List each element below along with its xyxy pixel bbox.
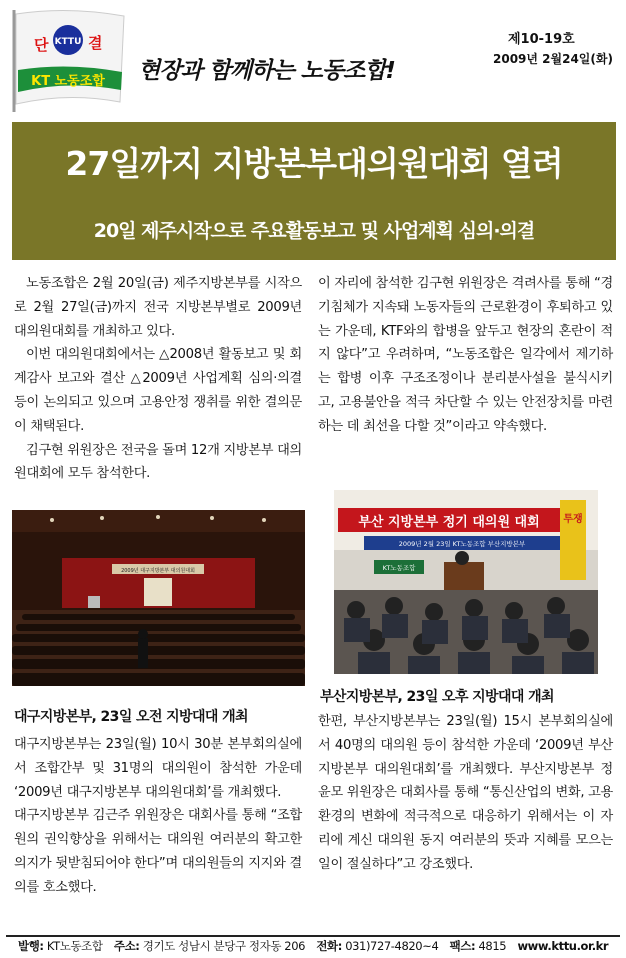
daegu-section-heading: 대구지방본부, 23일 오전 지방대대 개최 xyxy=(14,709,248,725)
article-continued xyxy=(318,272,613,439)
footer-divider xyxy=(6,935,620,937)
headline: 27일까지 지방본부대의원대회 열려 xyxy=(65,144,563,183)
daegu-paragraph-1: 대구지방본부는 23일(월) 10시 30분 본부회의실에서 조합간부 및 31명의 대의원이 참석한 가운데 ‘2009년 대구지방본부 대의원대회’를 개최했다. xyxy=(14,737,302,800)
article-intro xyxy=(14,272,302,486)
issue-date: 2009년 2월24일(화) xyxy=(493,52,613,66)
busan-side-banner: 투쟁 xyxy=(563,514,583,525)
busan-article xyxy=(318,710,613,877)
headline-banner xyxy=(12,122,616,260)
daegu-stage-banner: 2009년 대구지방본부 대의원대회 xyxy=(121,568,195,574)
busan-stage-subbanner: 2009년 2월 23일 KT노동조합 부산지방본부 xyxy=(398,540,526,548)
intro-paragraph-3: 김구현 위원장은 전국을 돌며 12개 지방본부 대의원대회에 모두 참석한다. xyxy=(14,442,302,482)
flag-char-left: 단 xyxy=(34,36,49,54)
publisher: KT노동조합 xyxy=(46,939,103,953)
chairman-speech-paragraph: 이 자리에 참석한 김구현 위원장은 격려사를 통해 “경기침체가 지속돼 노동자들의 근로환경이 후퇴하고 있는 가운데, KTF와의 합병을 앞두고 현장의 혼란이 적지 않다”고 우려하며, “노동조합은 일각에서 제기하는 합병 이후 구조조정이나 분리분사설을 불식시키고, 고용불안을 적극 차단할 수 있는 안전장치를 마련하는 데 최선을 다할 것”이라고 약속했다. xyxy=(318,276,613,434)
phone-label: 전화: xyxy=(316,939,342,953)
fax-label: 팩스: xyxy=(449,939,476,953)
union-flag-logo xyxy=(8,6,126,114)
busan-stage-banner: 부산 지방본부 정기 대의원 대회 xyxy=(358,515,540,530)
fax: 4815 xyxy=(478,939,507,953)
slogan: 현장과 함께하는 노동조합! xyxy=(138,58,395,84)
footer xyxy=(18,938,608,954)
flag-char-right: 결 xyxy=(88,34,103,52)
issue-number: 제10-19호 xyxy=(508,32,575,47)
website-link[interactable]: www.kttu.or.kr xyxy=(517,939,609,953)
daegu-paragraph-2: 대구지방본부 김근주 위원장은 대회사를 통해 “조합원의 권익향상을 위해서는 대의원 여러분의 확고한 의지가 뒷받침되어야 한다”며 대의원들의 지지와 결의를 호소했다. xyxy=(14,808,302,895)
busan-paragraph: 한편, 부산지방본부는 23일(월) 15시 본부회의실에서 40명의 대의원 등이 참석한 가운데 ‘2009년 부산지방본부 대의원대회’를 개최했다. 부산지방본부 정윤모 위원장은 대회사를 통해 “통신산업의 변화, 고용환경의 변화에 적극적으로 대응하기 위해서는 이 자리에 계신 대의원 동지 여러분의 뜻과 지혜를 모으는 일이 절실하다”고 강조했다. xyxy=(318,714,613,872)
daegu-meeting-photo xyxy=(12,510,305,686)
flag-band-text: KT 노동조합 xyxy=(31,74,105,89)
busan-section-heading: 부산지방본부, 23일 오후 지방대대 개최 xyxy=(320,689,554,705)
subheadline: 20일 제주시작으로 주요활동보고 및 사업계획 심의·의결 xyxy=(93,220,535,242)
busan-meeting-photo xyxy=(334,490,598,674)
flag-logo-text: KTTU xyxy=(54,37,82,47)
busan-podium-text: KT노동조합 xyxy=(382,564,416,572)
publisher-label: 발행: xyxy=(18,939,44,953)
address-label: 주소: xyxy=(113,939,140,953)
phone: 031)727-4820~4 xyxy=(345,939,439,953)
intro-paragraph-2: 이번 대의원대회에서는 △2008년 활동보고 및 회계감사 보고와 결산 △2009년 사업계획 심의·의결 등이 논의되고 있으며 고용안정 쟁취를 위한 결의문이 채택된다. xyxy=(14,347,302,434)
daegu-article xyxy=(14,733,302,900)
address: 경기도 성남시 분당구 정자동 206 xyxy=(142,939,306,953)
intro-paragraph-1: 노동조합은 2월 20일(금) 제주지방본부를 시작으로 2월 27일(금)까지 전국 지방본부별로 2009년 대의원대회를 개최하고 있다. xyxy=(14,276,302,339)
